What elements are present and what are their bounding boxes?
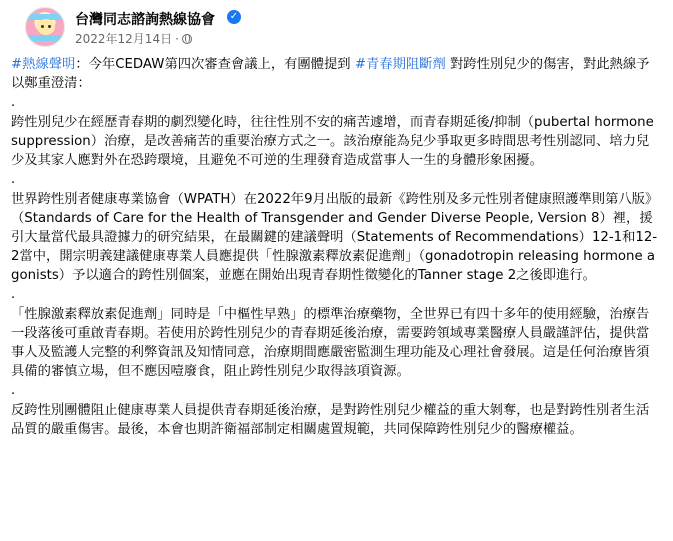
post-date-link[interactable]: 2022年12月14日 [75, 32, 173, 46]
globe-icon [182, 34, 192, 44]
page-avatar[interactable] [25, 7, 65, 47]
meta-separator: · [175, 32, 179, 46]
paragraph-1: 跨性別兒少在經歷青春期的劇烈變化時，往往性別不安的痛苦遽增，而青春期延後/抑制（pubertal hormone suppression）治療，是改善痛苦的重要治療方式之一。該治療能為兒少爭取更多時間思考性別認同、培力兒少及其家人應對外在恐跨環境，且避免不可逆的生理發育造成當事人一生的身體形象困擾。 [11, 115, 654, 168]
paragraph-4: 反跨性別團體阻止健康專業人員提供青春期延後治療，是對跨性別兒少權益的重大剝奪，也是對跨性別者生活品質的嚴重傷害。最後，本會也期許衛福部制定相關處置規範，共同保障跨性別兒少的醫療權益。 [11, 403, 650, 437]
paragraph-separator: . [11, 287, 16, 302]
hashtag-link[interactable]: #青春期阻斷劑 [354, 57, 446, 72]
intro-text: ：今年CEDAW第四次審查會議上，有團體提到 [75, 57, 355, 72]
intro-text: 對跨性別兒少的傷害，對此熱線予以鄭重澄清： [11, 57, 650, 91]
post-meta [75, 30, 192, 47]
page-name-link[interactable]: 台灣同志諮詢熱線協會 [75, 12, 215, 28]
paragraph-2: 世界跨性別者健康專業協會（WPATH）在2022年9月出版的最新《跨性別及多元性別者健康照護準則第八版》（Standards of Care for the Health of Transgender and Gender Diverse People, Version 8）裡，援引大量當代最具證據力的研究結果，在最關鍵的建議聲明（Statements of Recommendations）12-1和12-2當中，開宗明義建議健康專業人員應提供「性腺激素釋放素促進劑」（gonadotropin releasing hormone agonists）予以適合的跨性別個案，並應在開始出現青春期性徵變化的Tanner stage 2之後即進行。 [11, 192, 659, 283]
avatar-face [37, 19, 55, 35]
paragraph-separator: . [11, 172, 16, 187]
verified-badge-icon: ✓ [227, 10, 241, 24]
avatar-eye [48, 25, 51, 28]
avatar-eye [41, 25, 44, 28]
paragraph-separator: . [11, 383, 16, 398]
post-body [11, 55, 661, 439]
hashtag-link[interactable]: #熱線聲明 [11, 57, 76, 72]
post-header [14, 0, 659, 52]
avatar-stripe [26, 35, 64, 41]
paragraph-3: 「性腺激素釋放素促進劑」同時是「中樞性早熟」的標準治療藥物，全世界已有四十多年的使用經驗，治療告一段落後可重啟青春期。若使用於跨性別兒少的青春期延後治療，需要跨領域專業醫療人員嚴謹評估，提供當事人及監護人完整的利弊資訊及知情同意，治療期間應嚴密監測生理功能及心理社會發展。這是任何治療皆須具備的審慎立場，但不應因噎廢食，阻止跨性別兒少取得該項資源。 [11, 307, 650, 379]
post-intro [11, 55, 661, 93]
paragraph-separator: . [11, 95, 16, 110]
